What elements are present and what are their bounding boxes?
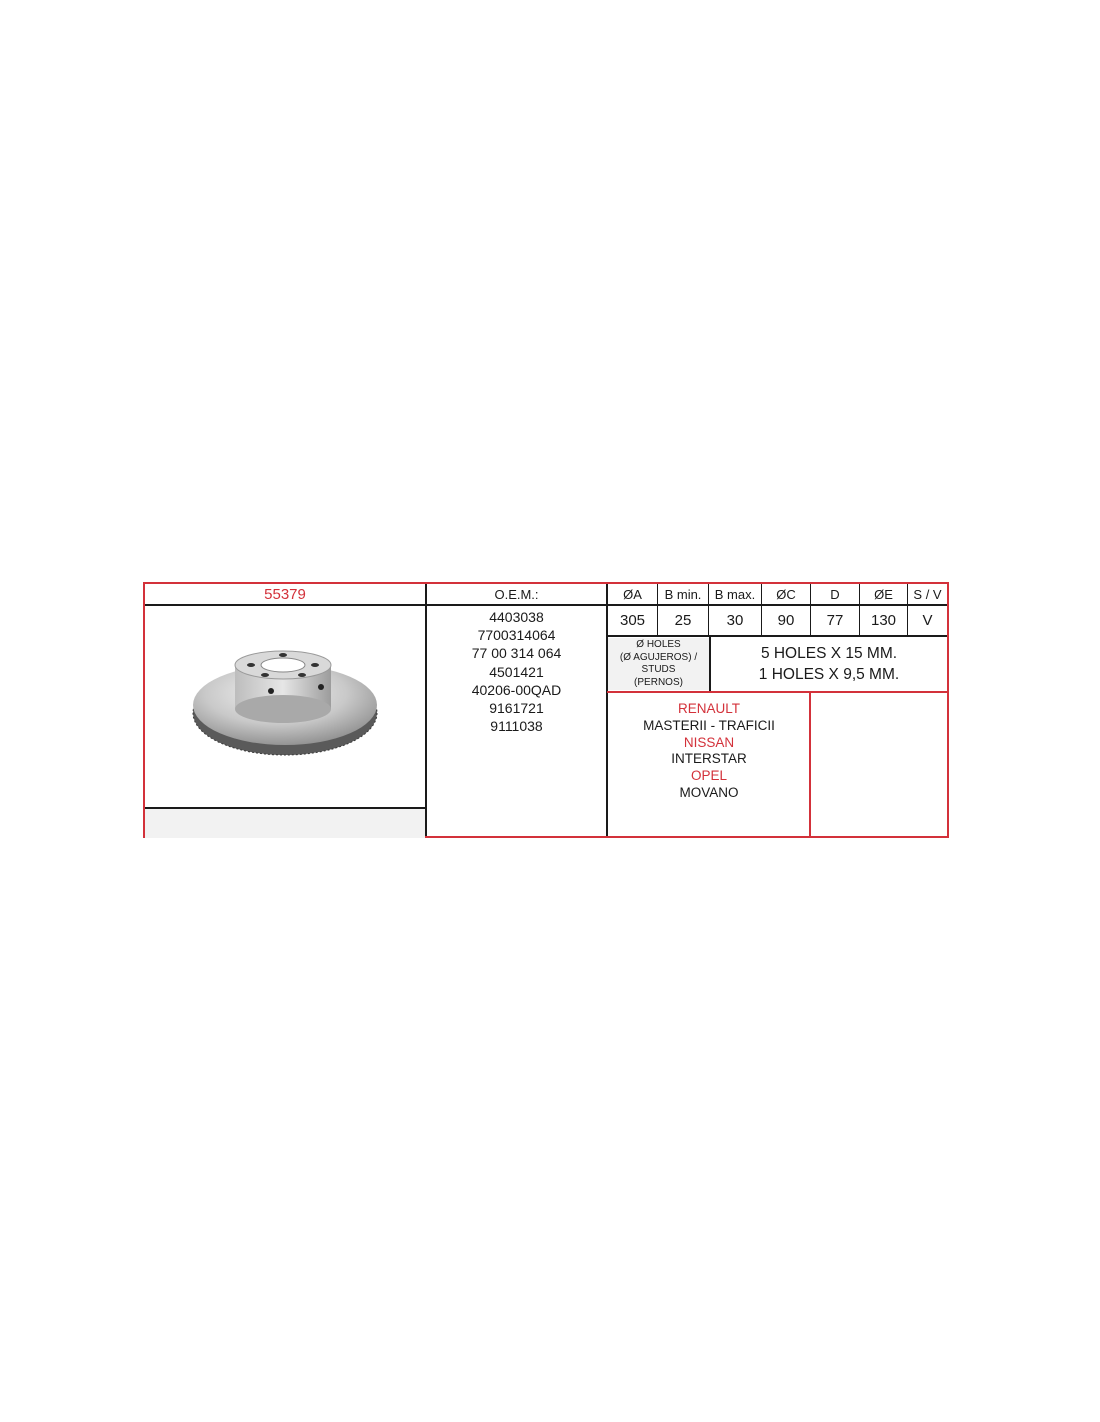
- application-model: MOVANO: [679, 784, 739, 800]
- holes-values: [711, 638, 947, 690]
- divider: [907, 584, 908, 636]
- holes-value: 1 HOLES X 9,5 MM.: [758, 666, 900, 683]
- application-brand: RENAULT: [677, 701, 740, 716]
- divider: [708, 584, 709, 636]
- dim-header-c: ØC: [776, 587, 796, 602]
- divider: [761, 584, 762, 636]
- dim-header-bmax: B max.: [714, 587, 756, 602]
- product-card: [143, 582, 949, 838]
- holes-label: [608, 638, 709, 690]
- dim-header-e: ØE: [874, 587, 893, 602]
- oem-header: O.E.M.:: [494, 587, 539, 602]
- dim-value-a: 305: [619, 612, 646, 629]
- divider: [657, 584, 658, 636]
- image-footer: [145, 809, 425, 838]
- holes-label-line: (Ø AGUJEROS) /: [619, 651, 698, 663]
- oem-number: 77 00 314 064: [471, 645, 562, 662]
- dim-value-sv: V: [922, 612, 933, 629]
- application-brand: NISSAN: [683, 734, 735, 750]
- application-brand: OPEL: [690, 768, 728, 784]
- dim-header-d: D: [830, 587, 840, 602]
- application-model: MASTERII - TRAFICII: [643, 717, 775, 733]
- product-reference: 55379: [264, 586, 306, 603]
- holes-label-line: STUDS: [641, 664, 676, 675]
- divider: [709, 636, 711, 692]
- holes-value: 5 HOLES X 15 MM.: [760, 645, 898, 662]
- oem-list: [427, 608, 606, 743]
- divider: [859, 584, 860, 636]
- divider: [607, 635, 947, 637]
- dim-value-bmax: 30: [726, 612, 744, 629]
- header-divider: [145, 604, 947, 606]
- dim-header-bmin: B min.: [664, 587, 702, 602]
- divider: [810, 584, 811, 636]
- oem-number: 4501421: [489, 663, 544, 680]
- dim-header-sv: S / V: [913, 587, 942, 602]
- dim-value-c: 90: [777, 612, 795, 629]
- product-image: [145, 606, 425, 807]
- divider: [809, 692, 811, 836]
- application-model: INTERSTAR: [671, 751, 747, 767]
- applications-list: [608, 701, 810, 831]
- divider: [425, 584, 427, 836]
- holes-label-line: (PERNOS): [634, 676, 683, 688]
- divider: [606, 584, 608, 836]
- oem-number: 9111038: [490, 718, 543, 735]
- dim-value-bmin: 25: [674, 612, 692, 629]
- oem-number: 9161721: [489, 700, 544, 717]
- divider: [607, 691, 947, 693]
- oem-number: 7700314064: [477, 627, 556, 644]
- dim-value-e: 130: [870, 612, 897, 629]
- divider: [145, 807, 426, 809]
- dim-header-a: ØA: [623, 587, 642, 602]
- dim-value-d: 77: [826, 612, 844, 629]
- oem-number: 4403038: [489, 609, 544, 625]
- holes-label-line: Ø HOLES: [636, 639, 681, 650]
- brake-disc-icon: [185, 647, 385, 767]
- oem-number: 40206-00QAD: [471, 681, 562, 698]
- notes-cell: [812, 693, 947, 838]
